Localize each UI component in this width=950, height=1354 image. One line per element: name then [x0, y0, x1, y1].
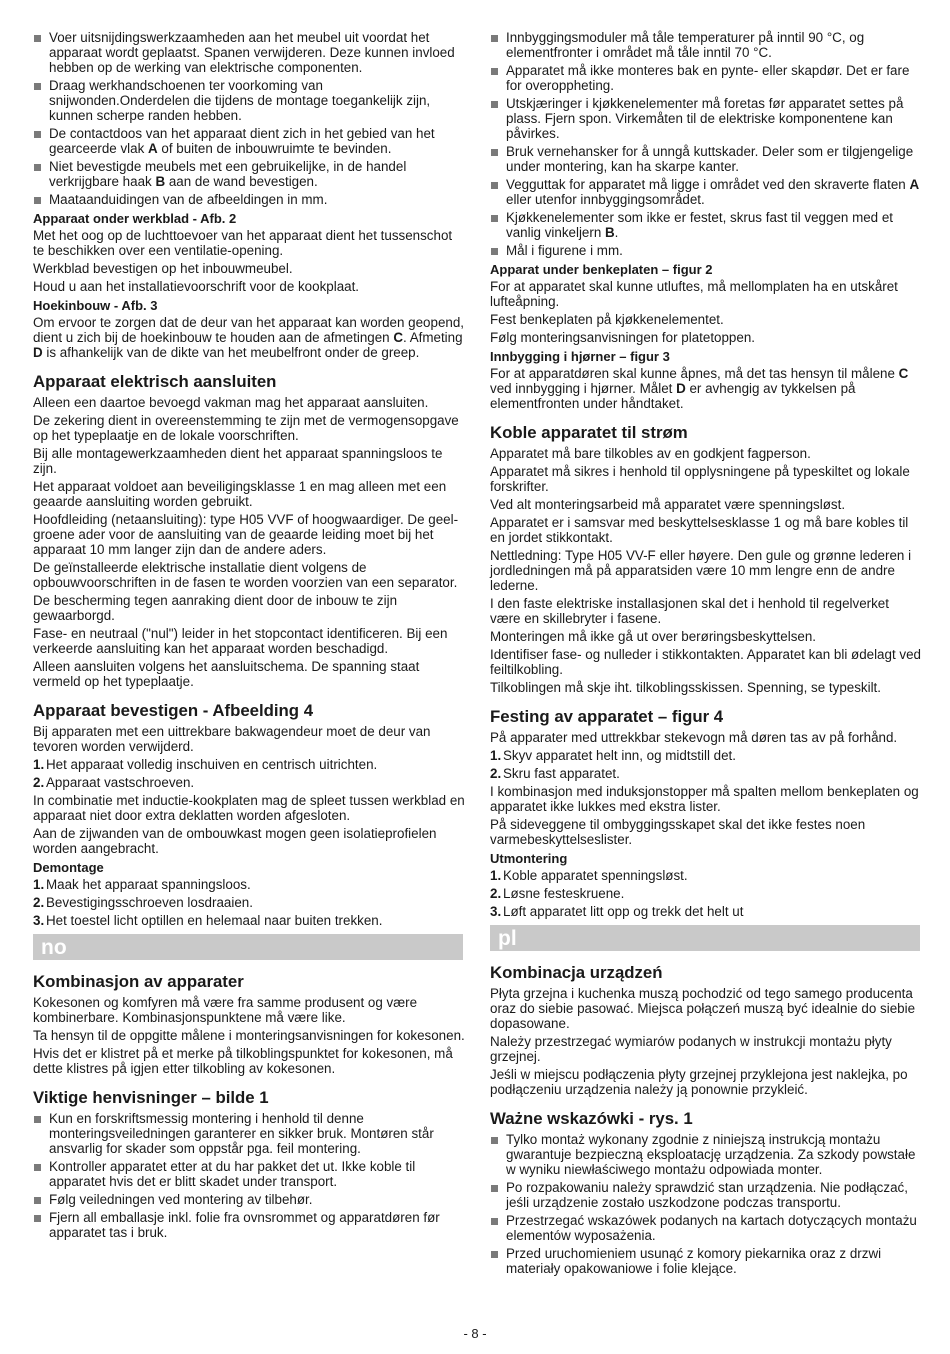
- paragraph: Należy przestrzegać wymiarów podanych w instrukcji montażu płyty grzejnej.: [490, 1034, 892, 1064]
- section-subheading: Innbygging i hjørner – figur 3: [490, 349, 670, 364]
- paragraph: I den faste elektriske installasjonen skal det i henhold til regelverket være en skillebryter i fasene.: [490, 596, 889, 626]
- paragraph: Bij apparaten met een uittrekbare bakwagendeur moet de deur van tevoren worden verwijderd.: [33, 724, 431, 754]
- square-bullet-icon: [34, 35, 41, 42]
- bullet-item: Draag werkhandschoenen ter voorkoming van snijwonden.Onderdelen die tijdens de montage toegankelijk zijn, kunnen scherpe randen hebben.: [33, 78, 465, 123]
- paragraph: Met het oog op de luchttoevoer van het apparaat dient het tussenschot te beschikken over een ventilatie-opening.: [33, 228, 453, 258]
- numbered-step: 2. Skru fast apparatet.: [490, 766, 620, 781]
- bullet-item: Kun en forskriftsmessig montering i henhold til denne monteringsveiledningen garanterer en sikker bruk. Montøren står ansvarlig for skader som oppstår pga. feil montering.: [33, 1111, 465, 1156]
- paragraph: Bij alle montagewerkzaamheden dient het apparaat spanningsloos te zijn.: [33, 446, 443, 476]
- square-bullet-icon: [491, 248, 498, 255]
- left-column: [33, 30, 465, 1243]
- paragraph: Ta hensyn til de oppgitte målene i monteringsanvisningen for kokesonen.: [33, 1028, 465, 1043]
- section-subheading: Apparat under benkeplaten – figur 2: [490, 262, 713, 277]
- bullet-item: Bruk vernehansker for å unngå kuttskader. Deler som er tilgjengelige under montering, kan ha skarpe kanter.: [490, 144, 922, 174]
- paragraph: Om ervoor te zorgen dat de deur van het apparaat kan worden geopend, dient u zich bij de hoekinbouw te houden aan de afmetingen C. Afmeting D is afhankelijk van de dikte van het meubelfront onder de greep.: [33, 315, 465, 360]
- numbered-step: 3. Løft apparatet litt opp og trekk det helt ut: [490, 904, 744, 919]
- paragraph: Alleen een daartoe bevoegd vakman mag het apparaat aansluiten.: [33, 395, 429, 410]
- square-bullet-icon: [34, 1116, 41, 1123]
- bullet-list: [33, 30, 465, 207]
- square-bullet-icon: [34, 197, 41, 204]
- bullet-item: Przestrzegać wskazówek podanych na kartach dotyczących montażu elementów wyposażenia.: [490, 1213, 922, 1243]
- paragraph: In combinatie met inductie-kookplaten mag de spleet tussen werkblad en apparaat niet door extra deklatten worden afgesloten.: [33, 793, 465, 823]
- square-bullet-icon: [491, 182, 498, 189]
- bullet-item: Fjern all emballasje inkl. folie fra ovnsrommet og apparatdøren før apparatet tas i bruk.: [33, 1210, 465, 1240]
- paragraph: Hvis det er klistret på et merke på tilkoblingspunktet for kokesonen, må dette klistres på igjen etter tilkobling av kokesonen.: [33, 1046, 453, 1076]
- bullet-list: [490, 30, 922, 258]
- bullet-item: Følg veiledningen ved montering av tilbehør.: [33, 1192, 465, 1207]
- numbered-step: 2. Apparaat vastschroeven.: [33, 775, 195, 790]
- paragraph: Apparatet må bare tilkobles av en godkjent fagperson.: [490, 446, 811, 461]
- square-bullet-icon: [491, 68, 498, 75]
- section-subheading: Hoekinbouw - Afb. 3: [33, 298, 158, 313]
- paragraph: Kokesonen og komfyren må være fra samme produsent og være kombinerbare. Kombinasjonspunktene må være like.: [33, 995, 418, 1025]
- numbered-step: 1. Koble apparatet spenningsløst.: [490, 868, 688, 883]
- paragraph: Ved alt monteringsarbeid må apparatet være spenningsløst.: [490, 497, 846, 512]
- paragraph: De geïnstalleerde elektrische installatie dient volgens de opbouwvoorschriften in de fasen te worden voorzien van een separator.: [33, 560, 458, 590]
- section-subheading: Demontage: [33, 860, 104, 875]
- square-bullet-icon: [491, 101, 498, 108]
- paragraph: Identifiser fase- og nulleder i stikkontakten. Apparatet kan bli ødelagt ved feiltilkobling.: [490, 647, 921, 677]
- section-subheading: Utmontering: [490, 851, 568, 866]
- bullet-item: Po rozpakowaniu należy sprawdzić stan urządzenia. Nie podłączać, jeśli urządzenie zostało uszkodzone podczas transportu.: [490, 1180, 922, 1210]
- paragraph: Houd u aan het installatievoorschrift voor de kookplaat.: [33, 279, 360, 294]
- paragraph: I kombinasjon med induksjonstopper må spalten mellom benkeplaten og apparatet ikke lukkes med ekstra lister.: [490, 784, 919, 814]
- page-number: - 8 -: [463, 1326, 487, 1341]
- bullet-item: Voer uitsnijdingswerkzaamheden aan het meubel uit voordat het apparaat wordt geplaatst. Spanen verwijderen. Deze kunnen invloed hebben op de werking van elektrische componenten.: [33, 30, 465, 75]
- paragraph: For at apparatdøren skal kunne åpnes, må det tas hensyn til målene C ved innbygging i hjørner. Målet D er avhengig av tykkelsen på elementfronten under håndtaket.: [490, 366, 909, 411]
- section-heading: Ważne wskazówki - rys. 1: [490, 1109, 693, 1128]
- numbered-step: 1. Skyv apparatet helt inn, og midtstill det.: [490, 748, 736, 763]
- paragraph: De bescherming tegen aanraking dient door de inbouw te zijn gewaarborgd.: [33, 593, 398, 623]
- section-heading: Festing av apparatet – figur 4: [490, 707, 724, 726]
- right-column: [490, 30, 922, 1279]
- square-bullet-icon: [491, 1251, 498, 1258]
- paragraph: Fase- en neutraal ("nul") leider in het stopcontact identificeren. Bij een verkeerde aansluiting kan het apparaat worden beschadigd.: [33, 626, 448, 656]
- paragraph: De zekering dient in overeenstemming te zijn met de vermogensopgave op het typeplaatje en de lokale voorschriften.: [33, 413, 459, 443]
- section-heading: Koble apparatet til strøm: [490, 423, 688, 442]
- paragraph: Het apparaat voldoet aan beveiligingsklasse 1 en mag alleen met een geaarde aansluiting worden gebruikt.: [33, 479, 447, 509]
- square-bullet-icon: [491, 1137, 498, 1144]
- paragraph: Fest benkeplaten på kjøkkenelementet.: [490, 312, 724, 327]
- square-bullet-icon: [34, 83, 41, 90]
- bullet-item: Mål i figurene i mm.: [490, 243, 922, 258]
- section-subheading: Apparaat onder werkblad - Afb. 2: [33, 211, 237, 226]
- paragraph: Aan de zijwanden van de ombouwkast mogen geen isolatieprofielen worden aangebracht.: [33, 826, 437, 856]
- language-bar-pl: pl: [490, 925, 920, 951]
- paragraph: Apparatet er i samsvar med beskyttelsesklasse 1 og må bare kobles til en jordet stikkontakt.: [490, 515, 909, 545]
- bullet-item: Maataanduidingen van de afbeeldingen in mm.: [33, 192, 465, 207]
- numbered-step: 3. Het toestel licht optillen en helemaal naar buiten trekken.: [33, 913, 383, 928]
- bullet-item: Apparatet må ikke monteres bak en pynte- eller skapdør. Det er fare for overoppheting.: [490, 63, 922, 93]
- numbered-step: 2. Løsne festeskruene.: [490, 886, 625, 901]
- square-bullet-icon: [491, 35, 498, 42]
- paragraph: Jeśli w miejscu podłączenia płyty grzejnej przyklejona jest naklejka, po podłączeniu urządzenia należy ją ponownie przykleić.: [490, 1067, 908, 1097]
- paragraph: Werkblad bevestigen op het inbouwmeubel.: [33, 261, 293, 276]
- section-heading: Kombinasjon av apparater: [33, 972, 244, 991]
- square-bullet-icon: [491, 1185, 498, 1192]
- paragraph: Apparatet må sikres i henhold til opplysningene på typeskiltet og lokale forskrifter.: [490, 464, 910, 494]
- paragraph: Monteringen må ikke gå ut over berøringsbeskyttelsen.: [490, 629, 816, 644]
- paragraph: Płyta grzejna i kuchenka muszą pochodzić od tego samego producenta oraz do siebie pasować. Miejsca połączeń muszą być idealnie do siebie dopasowane.: [490, 986, 916, 1031]
- bullet-item: Vegguttak for apparatet må ligge i området ved den skraverte flaten A eller utenfor innbyggingsområdet.: [490, 177, 922, 207]
- square-bullet-icon: [491, 1218, 498, 1225]
- paragraph: For at apparatet skal kunne utluftes, må mellomplaten ha en utskåret lufteåpning.: [490, 279, 898, 309]
- numbered-step: 1. Maak het apparaat spanningsloos.: [33, 877, 251, 892]
- paragraph: Alleen aansluiten volgens het aansluitschema. De spanning staat vermeld op het typeplaatje.: [33, 659, 420, 689]
- section-heading: Apparaat bevestigen - Afbeelding 4: [33, 701, 314, 720]
- square-bullet-icon: [491, 149, 498, 156]
- language-bar-no: no: [33, 934, 463, 960]
- bullet-item: Tylko montaż wykonany zgodnie z niniejszą instrukcją montażu gwarantuje bezpieczną eksploatację urządzenia. Za szkody powstałe w wyniku niewłaściwego montażu odpowiada monter.: [490, 1132, 922, 1177]
- paragraph: Hoofdleiding (netaansluiting): type H05 VVF of hoogwaardiger. De geel-groene ader voor de aansluiting van de geaarde leiding moet bij het apparaat 10 mm langer zijn dan de andere aders.: [33, 512, 459, 557]
- bullet-item: De contactdoos van het apparaat dient zich in het gebied van het gearceerde vlak A of buiten de inbouwruimte te bevinden.: [33, 126, 465, 156]
- square-bullet-icon: [34, 1215, 41, 1222]
- paragraph: På apparater med uttrekkbar stekevogn må døren tas av på forhånd.: [490, 730, 898, 745]
- bullet-item: Kjøkkenelementer som ikke er festet, skrus fast til veggen med et vanlig vinkeljern B.: [490, 210, 922, 240]
- paragraph: På sideveggene til ombyggingsskapet skal det ikke festes noen varmebeskyttelseslister.: [490, 817, 866, 847]
- bullet-item: Kontroller apparatet etter at du har pakket det ut. Ikke koble til apparatet hvis det er blitt skadet under transport.: [33, 1159, 465, 1189]
- paragraph: Følg monteringsanvisningen for platetoppen.: [490, 330, 755, 345]
- numbered-step: 2. Bevestigingsschroeven losdraaien.: [33, 895, 253, 910]
- bullet-item: Utskjæringer i kjøkkenelementer må foretas før apparatet settes på plass. Fjern spon. Virkemåten til de elektriske komponentene kan påvirkes.: [490, 96, 922, 141]
- square-bullet-icon: [34, 1197, 41, 1204]
- bullet-item: Innbyggingsmoduler må tåle temperaturer på inntil 90 °C, og elementfronter i området må tåle inntil 70 °C.: [490, 30, 922, 60]
- section-heading: Kombinacja urządzeń: [490, 963, 663, 982]
- paragraph: Tilkoblingen må skje iht. tilkoblingsskissen. Spenning, se typeskilt.: [490, 680, 881, 695]
- numbered-step: 1. Het apparaat volledig inschuiven en centrisch uitrichten.: [33, 757, 378, 772]
- bullet-item: Przed uruchomieniem usunąć z komory piekarnika oraz z drzwi materiały opakowaniowe i folie klejące.: [490, 1246, 922, 1276]
- section-heading: Viktige henvisninger – bilde 1: [33, 1088, 269, 1107]
- square-bullet-icon: [491, 215, 498, 222]
- paragraph: Nettledning: Type H05 VV-F eller høyere. Den gule og grønne lederen i jordledningen må på apparatsiden være 10 mm lengre enn de andre lederne.: [490, 548, 912, 593]
- bullet-item: Niet bevestigde meubels met een gebruikelijke, in de handel verkrijgbare haak B aan de wand bevestigen.: [33, 159, 465, 189]
- square-bullet-icon: [34, 131, 41, 138]
- square-bullet-icon: [34, 1164, 41, 1171]
- square-bullet-icon: [34, 164, 41, 171]
- section-heading: Apparaat elektrisch aansluiten: [33, 372, 277, 391]
